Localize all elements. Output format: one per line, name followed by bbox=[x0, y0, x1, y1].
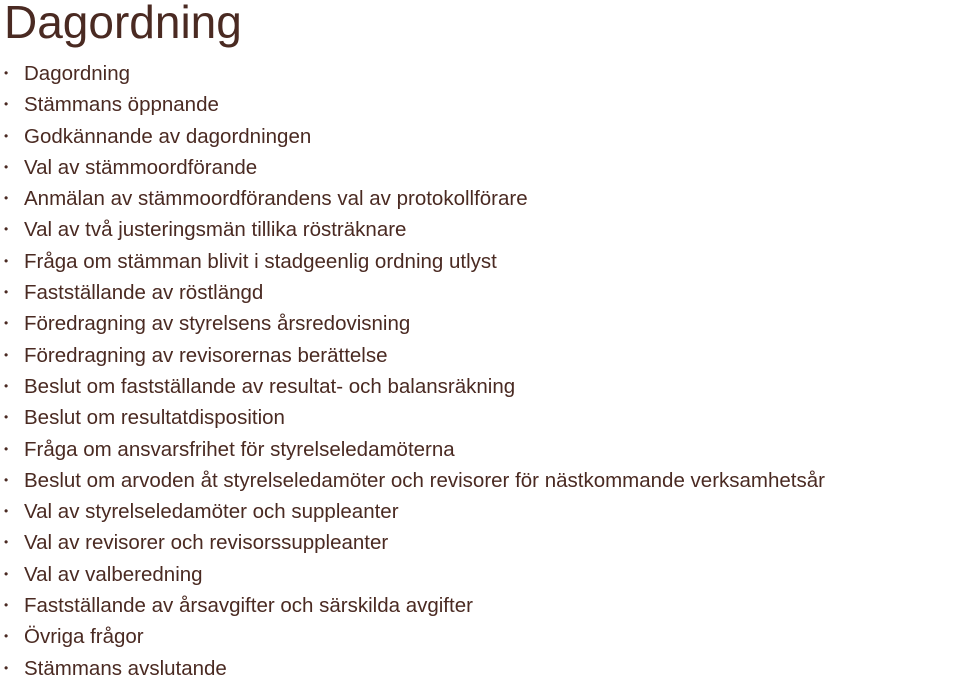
agenda-item-text: Fråga om ansvarsfrihet för styrelseledamöterna bbox=[24, 437, 455, 461]
bullet-icon: • bbox=[4, 222, 9, 237]
bullet-icon: • bbox=[4, 191, 9, 206]
bullet-icon: • bbox=[4, 378, 9, 393]
agenda-item-text: Föredragning av revisorernas berättelse bbox=[24, 343, 388, 367]
agenda-item-text: Beslut om resultatdisposition bbox=[24, 406, 285, 430]
agenda-item-text: Övriga frågor bbox=[24, 625, 144, 649]
bullet-icon: • bbox=[4, 504, 9, 519]
agenda-item-text: Val av valberedning bbox=[24, 562, 203, 586]
bullet-icon: • bbox=[4, 410, 9, 425]
agenda-item-text: Föredragning av styrelsens årsredovisning bbox=[24, 312, 411, 336]
bullet-icon: • bbox=[4, 97, 9, 112]
bullet-icon: • bbox=[4, 441, 9, 456]
agenda-item-text: Dagordning bbox=[24, 62, 130, 85]
bullet-icon: • bbox=[4, 535, 9, 550]
agenda-item-text: Beslut om arvoden åt styrelseledamöter och revisorer för nästkommande verksamhetsår bbox=[24, 468, 825, 492]
agenda-item-text: Fastställande av röstlängd bbox=[24, 281, 264, 305]
bullet-icon: • bbox=[4, 660, 9, 675]
bullet-icon: • bbox=[4, 253, 9, 268]
bullet-icon: • bbox=[4, 629, 9, 644]
agenda-item-text: Fråga om stämman blivit i stadgeenlig ordning utlyst bbox=[24, 249, 497, 273]
agenda-item-text: Beslut om fastställande av resultat- och balansräkning bbox=[24, 374, 516, 398]
bullet-icon: • bbox=[4, 347, 9, 362]
agenda-item-text: Stämmans öppnande bbox=[24, 93, 219, 117]
agenda-item-text: Val av revisorer och revisorssuppleanter bbox=[24, 531, 389, 555]
bullet-icon: • bbox=[4, 472, 9, 487]
agenda-item-text: Godkännande av dagordningen bbox=[24, 124, 312, 148]
agenda-item-text: Stämmans avslutande bbox=[24, 656, 227, 680]
slide-title: Dagordning bbox=[4, 0, 242, 48]
bullet-icon: • bbox=[4, 598, 9, 613]
bullet-icon: • bbox=[4, 316, 9, 331]
bullet-icon: • bbox=[4, 128, 9, 143]
agenda-item-text: Val av stämmoordförande bbox=[24, 155, 258, 179]
agenda-item-text: Fastställande av årsavgifter och särskilda avgifter bbox=[24, 594, 473, 618]
bullet-icon: • bbox=[4, 285, 9, 300]
agenda-item-text: Val av två justeringsmän tillika rösträknare bbox=[24, 218, 407, 242]
bullet-icon: • bbox=[4, 66, 9, 80]
agenda-item-text: Anmälan av stämmoordförandens val av protokollförare bbox=[24, 187, 528, 211]
agenda-item-text: Val av styrelseledamöter och suppleanter bbox=[24, 500, 399, 524]
bullet-icon: • bbox=[4, 566, 9, 581]
bullet-icon: • bbox=[4, 159, 9, 174]
